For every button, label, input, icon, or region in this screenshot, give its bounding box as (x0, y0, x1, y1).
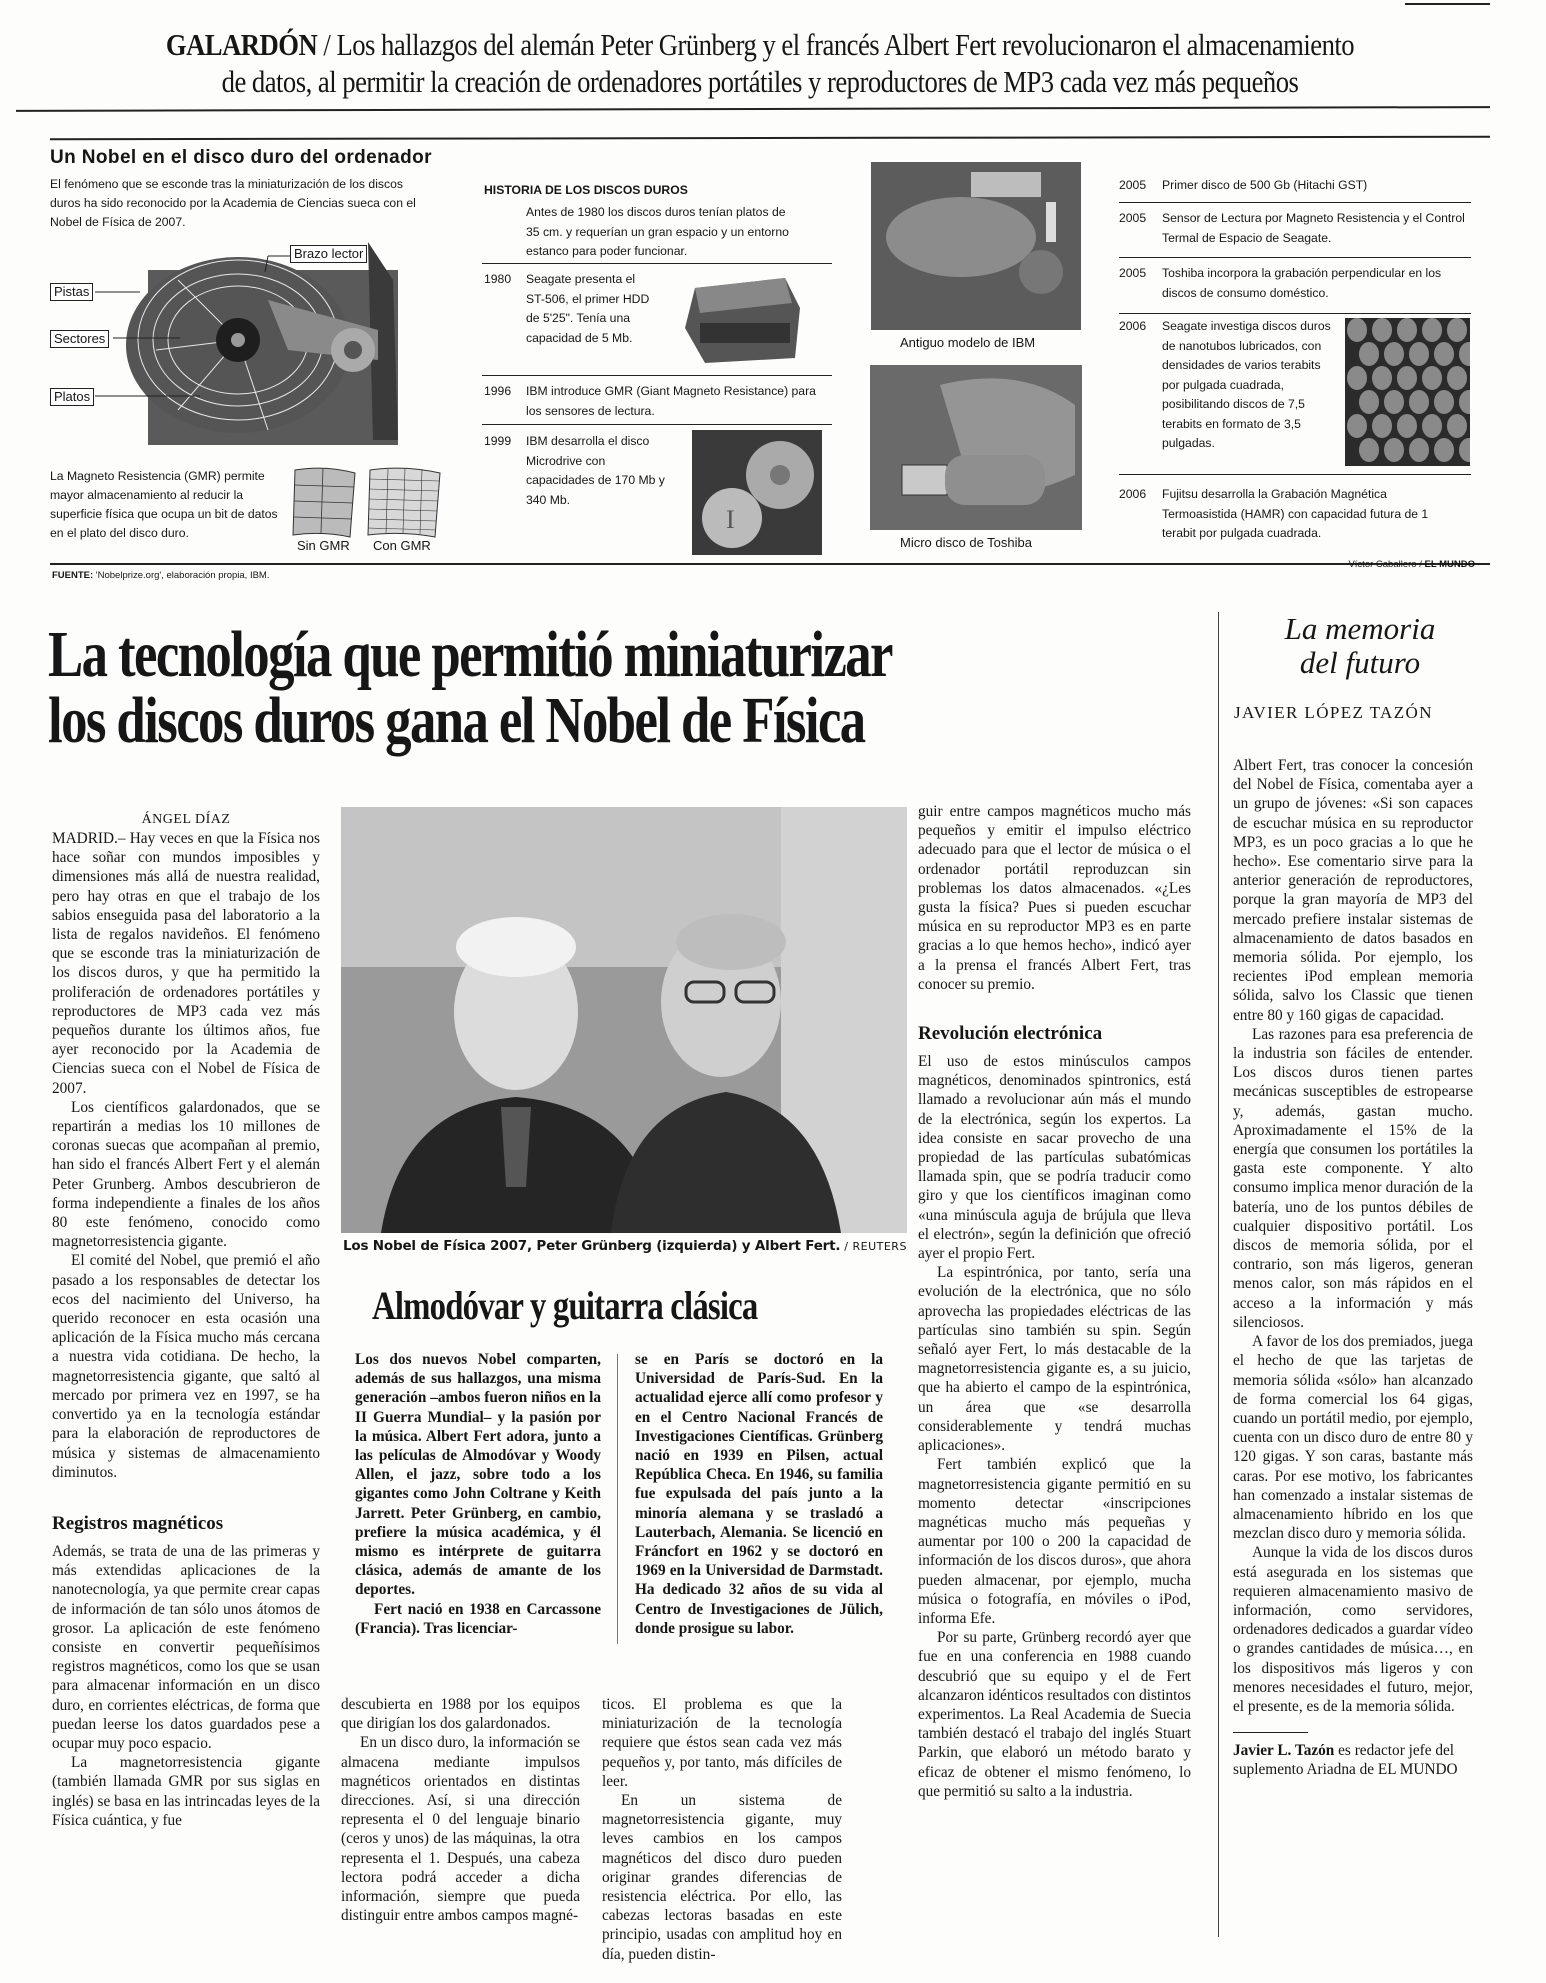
timeline-year: 2006 (1119, 487, 1147, 501)
history-year: 1980 (484, 272, 512, 286)
gmr-with-label: Con GMR (373, 538, 431, 553)
article-paragraph: ticos. El problema es que la miniaturización de la tecnología requiere que éstos sean cada vez más pequeños y, por tanto, más difíciles de leer. (602, 1696, 842, 1790)
sidebar-column (1233, 756, 1473, 1780)
nanotube-shape (1372, 318, 1392, 342)
toshiba-micro-disk-photo (870, 365, 1082, 530)
history-divider (482, 263, 832, 264)
callout-sectors: Sectores (50, 330, 109, 348)
article-paragraph: Fert también explicó que la magnetorresistencia gigante permitió en su momento detectar «inscripciones magnéticas mucho más pequeñas y aumentar por 100 o 200 la capacidad de información de los discos duros», que ahora pueden almacenar, por ejemplo, mucha música o fotografía, en móviles o iPod, informa Efe. (918, 1456, 1191, 1627)
kicker-bottom-rule (16, 106, 1490, 112)
callout-platters: Platos (50, 388, 94, 406)
top-corner-rule (1405, 3, 1490, 5)
history-text: IBM desarrolla el disco Microdrive con capacidades de 170 Mb y 340 Mb. (526, 434, 665, 507)
boxout-paragraph: se en París se doctoró en la Universidad de París-Sud. En la actualidad ejerce allí como profesor y en el Centro Nacional Francés de Investigaciones Científicas. Grünberg nació en 1939 en Pilsen, actual República Checa. En 1946, su familia fue expulsada del país junto a la minoría alemana y se trasladó a Lauterbach, Alemania. Se licenció en Fráncfort en 1962 y se doctoró en 1969 en la Universidad de Darmstadt. Ha dedicado 32 años de su vida al Centro de Investigaciones de Jülich, donde prosigue su labor. (635, 1351, 883, 1637)
boxout-title: Almodóvar y guitarra clásica (372, 1283, 758, 1328)
nanotube-shape (1384, 390, 1404, 414)
boxout-divider (617, 1354, 618, 1644)
author-note (1233, 1741, 1473, 1779)
history-intro: Antes de 1980 los discos duros tenían platos de 35 cm. y requerían un gran espacio y un entorno estanco para poder funcionar. (526, 205, 789, 258)
infographic-title: Un Nobel en el disco duro del ordenador (50, 147, 432, 168)
nanotube-shape (1397, 414, 1417, 438)
nanotube-shape (1409, 438, 1429, 462)
subhead-registros: Registros magnéticos (52, 1512, 224, 1534)
sidebar-paragraph: Albert Fert, tras conocer la concesión del Nobel de Física, comentaba ayer a un grupo de jóvenes: «Si son capaces de escuchar música en su reproductor MP3, es un poco gracias a lo que he hecho». Ese comentario sirve para la anterior generación de reproductores, porque la gran mayoría de MP3 del mercado prefiere instalar sistemas de almacenamiento de datos basados en memoria sólida. Por ejemplo, los recientes iPod emplean memoria sólida, salvo los Classic que tienen entre 80 y 160 gigas de capacidad. (1233, 757, 1473, 1024)
article-headline (48, 618, 968, 757)
article-paragraph: Los científicos galardonados, que se repartirán a medias los 10 millones de coronas suecas que acompañan al premio, han sido el francés Albert Fert y el alemán Peter Grunberg. Ambos descubrieron de forma independiente a finales de los años 80 este fenómeno, conocido como magnetorresistencia gigante. (52, 1098, 320, 1251)
article-byline: ÁNGEL DÍAZ (141, 812, 231, 827)
callout-arm: Brazo lector (290, 245, 367, 263)
nanotube-shape (1434, 390, 1454, 414)
gmr-without-label: Sin GMR (297, 538, 350, 553)
history-title: HISTORIA DE LOS DISCOS DUROS (484, 183, 688, 197)
nanotube-shape (1434, 342, 1454, 366)
timeline-text: Fujitsu desarrolla la Grabación Magnética Termoasistida (HAMR) con capacidad futura de 1 terabit por pulgada cuadrada. (1162, 487, 1429, 540)
gmr-without-grid (293, 468, 355, 537)
timeline-text: Sensor de Lectura por Magneto Resistencia y el Control Termal de Espacio de Seagate. (1162, 211, 1465, 245)
kicker-separator: / (317, 27, 337, 62)
article-paragraph: El uso de estos minúsculos campos magnéticos, denominados spintronics, está llamado a revolucionar aún más el mundo de la electrónica, según los expertos. La idea consiste en sacar provecho de una propiedad de las partículas subatómicas llamada spin, que se podría traducir como giro y que los científicos imaginan como «una minúscula aguja de brújula que lleva el electrón», según la definición que ofreció ayer el propio Fert. (918, 1053, 1191, 1263)
timeline-year: 2005 (1119, 266, 1147, 280)
timeline-divider (1119, 202, 1471, 203)
nanotube-shape (1359, 438, 1379, 462)
boxout-column-b (635, 1350, 883, 1638)
microdrive-photo (692, 430, 822, 555)
boxout-column-a (355, 1350, 601, 1638)
nanotube-shape (1359, 342, 1379, 366)
kicker (149, 26, 1370, 100)
nanotube-shape (1422, 366, 1442, 390)
signature-rule (1233, 1732, 1308, 1733)
sidebar-title-line-1: La memoria (1284, 611, 1436, 646)
gmr-explanation: La Magneto Resistencia (GMR) permite mayor almacenamiento al reducir la superficie física que ocupa un bit de datos en el plato del disco duro. (50, 469, 278, 540)
article-paragraph: El comité del Nobel, que premió el año pasado a los responsables de detectar los ecos del nacimiento del Universo, ha querido reconocer en esta ocasión una aplicación de la Física mucho más cercana a nuestra vida cotidiana. De hecho, la magnetorresistencia gigante, que saltó al mercado por primera vez en 1997, se ha convertido ya en la tecnología estándar para la elaboración de reproductores de música y sistemas de almacenamiento diminutos. (52, 1252, 320, 1481)
kicker-line-1 (149, 26, 1370, 63)
hard-drive-diagram (118, 240, 418, 455)
photo-source: / REUTERS (840, 1240, 907, 1253)
sidebar-paragraph: Las razones para esa preferencia de la industria son fáciles de entender. Los discos duros tienen partes mecánicas susceptibles de estropearse y, además, gastan mucho. Aproximadamente el 15% de la energía que consumen los portátiles la gasta este componente. Y alto consumo implica menor duración de la batería, uno de los puntos débiles de cualquier dispositivo portátil. Los discos de memoria sólida, por el contrario, son más ligeros, generan menos calor, son más rápidos en el acceso a la información y más silenciosos. (1233, 1025, 1473, 1331)
infographic-top-rule (50, 136, 1490, 141)
nanotube-shape (1372, 414, 1392, 438)
timeline-divider (1119, 474, 1471, 475)
article-paragraph: Además, se trata de una de las primeras y más extendidas aplicaciones de la nanotecnología, ya que permite crear capas de información de tan sólo unos átomos de grosor. La aplicación de este fenómeno consiste en convertir pequeñísimos registros magnéticos, como los que se usan para almacenar información en un disco duro, en corrientes eléctricas, de forma que puedan leerse los datos guardados pese a ocupar muy poco espacio. (52, 1542, 320, 1752)
article-paragraph: guir entre campos magnéticos mucho más pequeños y emitir el impulso eléctrico adecuado para que el lector de música o el ordenador portátil reproduzcan sin problemas los datos almacenados. «¿Les gusta la física? Pues si pueden escuchar música en su reproductor MP3 es en parte gracias a lo que hemos hecho», indicó ayer a la prensa el francés Albert Fert, tras conocer su premio. (918, 803, 1191, 993)
history-text: Seagate presenta el ST-506, el primer HDD de 5'25". Tenía una capacidad de 5 Mb. (526, 272, 650, 345)
headline-line-1: La tecnología que permitió miniaturizar (48, 618, 892, 691)
headline-line-2: los discos duros gana el Nobel de Física (48, 684, 865, 757)
st506-drive-photo (680, 268, 805, 368)
article-column-3 (602, 1695, 842, 1964)
timeline-year: 2006 (1119, 319, 1147, 333)
infographic-bottom-rule (50, 563, 1490, 565)
article-paragraph: La magnetorresistencia gigante (también llamada GMR por sus siglas en inglés) se basa en las intrincadas leyes de la Física cuántica, y fue (52, 1754, 320, 1829)
kicker-label: GALARDÓN (165, 27, 318, 62)
sidebar-paragraph: A favor de los dos premiados, juega el hecho de que las tarjetas de memoria sólida «sólo» han alcanzado de forma comercial los 64 gigas, cuando un portátil medio, por ejemplo, cuenta con un disco duro de entre 80 y 120 gigas. Y son caras, bastante más caras. Por ese motivo, los fabricantes han comenzado a instalar sistemas de almacenamiento híbrido en los que mezclan disco duro y memoria sólida. (1233, 1333, 1473, 1543)
nanotube-shape (1347, 366, 1367, 390)
timeline-divider (1119, 257, 1471, 258)
toshiba-photo-caption: Micro disco de Toshiba (900, 535, 1032, 550)
nanotube-shape (1347, 414, 1367, 438)
svg-text:I: I (726, 505, 735, 534)
article-column-1 (52, 811, 320, 1830)
timeline-text: Seagate investiga discos duros de nanotubos lubricados, con densidades de varios terabits por pulgada cuadrada, posibilitando discos de 7,5 terabits en formato de 3,5 pulgadas. (1162, 319, 1331, 450)
article-column-4 (918, 802, 1191, 1801)
article-paragraph: descubierta en 1988 por los equipos que dirigían los dos galardonados. (341, 1696, 580, 1733)
sidebar-title-line-2: del futuro (1299, 645, 1421, 680)
history-divider (482, 424, 832, 425)
article-paragraph: La espintrónica, por tanto, sería una evolución de la electrónica, que no sólo aprovecha las propiedades eléctricas de las partículas sino también su spin. Según señaló ayer Fert, lo más destacable de la magnetorresistencia gigante es, a su juicio, que ha abierto el campo de la espintrónica, un área que «se desarrolla considerablemente y tendrá muchas aplicaciones». (918, 1264, 1191, 1455)
nanotube-shape (1409, 342, 1429, 366)
ibm-old-model-photo (871, 162, 1081, 330)
nanotube-shape (1384, 438, 1404, 462)
article-paragraph: MADRID.– Hay veces en que la Física nos hace soñar con mundos imposibles y dimensiones más allá de nuestra realidad, pero hay otras en que el trabajo de los sabios enseguida pasa del laboratorio a la lista de regalos navideños. El fenómeno que se esconde tras la miniaturización de los discos duros, y que ha permitido la proliferación de ordenadores portátiles y reproductores de MP3 cada vez más pequeños durante los últimos años, fue ayer reconocido por la Academia de Ciencias sueca con el Nobel de Física de 2007. (52, 830, 320, 1097)
infographic-credit (1348, 559, 1475, 570)
source-text: 'Nobelprize.org', elaboración propia, IBM. (93, 570, 270, 581)
nanotubes-photo (1345, 318, 1470, 466)
kicker-line-2: de datos, al permitir la creación de ordenadores portátiles y reproductores de MP3 cada vez más pequeños (221, 64, 1299, 99)
nanotube-shape (1372, 366, 1392, 390)
timeline-text: Toshiba incorpora la grabación perpendicular en los discos de consumo doméstico. (1162, 266, 1442, 300)
source-label: FUENTE: (52, 570, 94, 581)
nanotube-shape (1397, 318, 1417, 342)
history-year: 1996 (484, 384, 512, 398)
nanotube-shape (1447, 366, 1467, 390)
history-year: 1999 (484, 434, 512, 448)
timeline-divider (1119, 313, 1471, 314)
author-note-text: es redactor jefe del suplemento Ariadna de EL MUNDO (1233, 1742, 1458, 1779)
timeline-year: 2005 (1119, 178, 1147, 192)
nanotube-shape (1434, 438, 1454, 462)
nanotube-shape (1409, 390, 1429, 414)
credit-author: Víctor Caballero / (1348, 559, 1425, 570)
boxout-paragraph: Fert nació en 1938 en Carcassone (Francia). Tras licenciar- (355, 1600, 601, 1637)
nanotube-shape (1359, 390, 1379, 414)
boxout-paragraph: Los dos nuevos Nobel comparten, además de sus hallazgos, una misma generación –ambos fueron niños en la II Guerra Mundial– y la pasión por la música. Albert Fert adora, junto a las películas de Almodóvar y Woody Allen, el jazz, sobre todo a los gigantes como John Coltrane y Keith Jarrett. Peter Grünberg, en cambio, prefiere la música académica, y él mismo es intérprete de guitarra clásica, además de amante de los deportes. (355, 1351, 601, 1599)
article-paragraph: En un disco duro, la información se almacena mediante impulsos magnéticos orientados en distintas direcciones. Así, si una dirección representa el 0 del lenguaje binario (ceros y unos) de las máquinas, la otra representa el 1. Después, una cabeza lectora podrá acceder a dicha información, siempre que pueda distinguir entre ambos campos magné- (341, 1734, 580, 1925)
author-note-name: Javier L. Tazón (1233, 1742, 1335, 1760)
credit-paper: EL MUNDO (1424, 559, 1475, 570)
nanotube-shape (1422, 318, 1442, 342)
nanotube-shape (1384, 342, 1404, 366)
gmr-with-grid (368, 468, 440, 537)
nanotube-shape (1447, 414, 1467, 438)
ibm-photo-caption: Antiguo modelo de IBM (900, 335, 1036, 350)
timeline-text: Primer disco de 500 Gb (Hitachi GST) (1162, 178, 1368, 192)
sidebar-paragraph: Aunque la vida de los discos duros está asegurada en los sistemas que requieren almacenamiento masivo de información, como servidores, ordenadores dedicados a guardar vídeo o grandes cantidades de música…, en los dispositivos más ligeros y con menores necesidades el futuro, mejor, el presente, es de la memoria sólida. (1233, 1544, 1473, 1715)
nanotube-shape (1422, 414, 1442, 438)
article-paragraph: Por su parte, Grünberg recordó ayer que fue en una conferencia en 1988 cuando descubrió que su equipo y el de Fert alcanzaron idénticos resultados con distintos experimentos. La Real Academia de Suecia también destacó el trabajo del inglés Stuart Parkin, que elaboró un método barato y eficaz de obtener el mismo fenómeno, lo que permitió su salto a la industria. (918, 1629, 1191, 1800)
history-text: IBM introduce GMR (Giant Magneto Resistance) para los sensores de lectura. (526, 384, 816, 418)
sidebar-divider (1218, 612, 1219, 1937)
source-note (52, 570, 269, 581)
history-divider (482, 375, 832, 376)
kicker-text-1: Los hallazgos del alemán Peter Grünberg y el francés Albert Fert revolucionaron el almacenamiento (336, 27, 1355, 62)
callout-tracks: Pistas (50, 283, 93, 301)
nanotube-shape (1397, 366, 1417, 390)
nanotube-shape (1447, 318, 1467, 342)
nobel-laureates-photo (341, 807, 907, 1233)
photo-caption (343, 1238, 907, 1254)
nanotube-shape (1347, 318, 1367, 342)
article-paragraph: En un sistema de magnetorresistencia gigante, muy leves cambios en los campos magnéticos del disco duro pueden originar grandes diferencias de resistencia eléctrica. Por ello, las cabezas lectoras basadas en este principio, usadas con amplitud hoy en día, pueden distin- (602, 1792, 842, 1963)
article-column-2 (341, 1695, 580, 1925)
photo-caption-text: Los Nobel de Física 2007, Peter Grünberg (izquierda) y Albert Fert. (343, 1238, 841, 1254)
sidebar-title (1230, 612, 1490, 680)
history-item-1996 (484, 382, 834, 424)
sidebar-author: JAVIER LÓPEZ TAZÓN (1234, 703, 1433, 722)
subhead-revolucion: Revolución electrónica (918, 1023, 1103, 1045)
infographic-intro: El fenómeno que se esconde tras la miniaturización de los discos duros ha sido reconocido por la Academia de Ciencias sueca con el Nobel de Física de 2007. (50, 177, 416, 229)
timeline-year: 2005 (1119, 211, 1147, 225)
